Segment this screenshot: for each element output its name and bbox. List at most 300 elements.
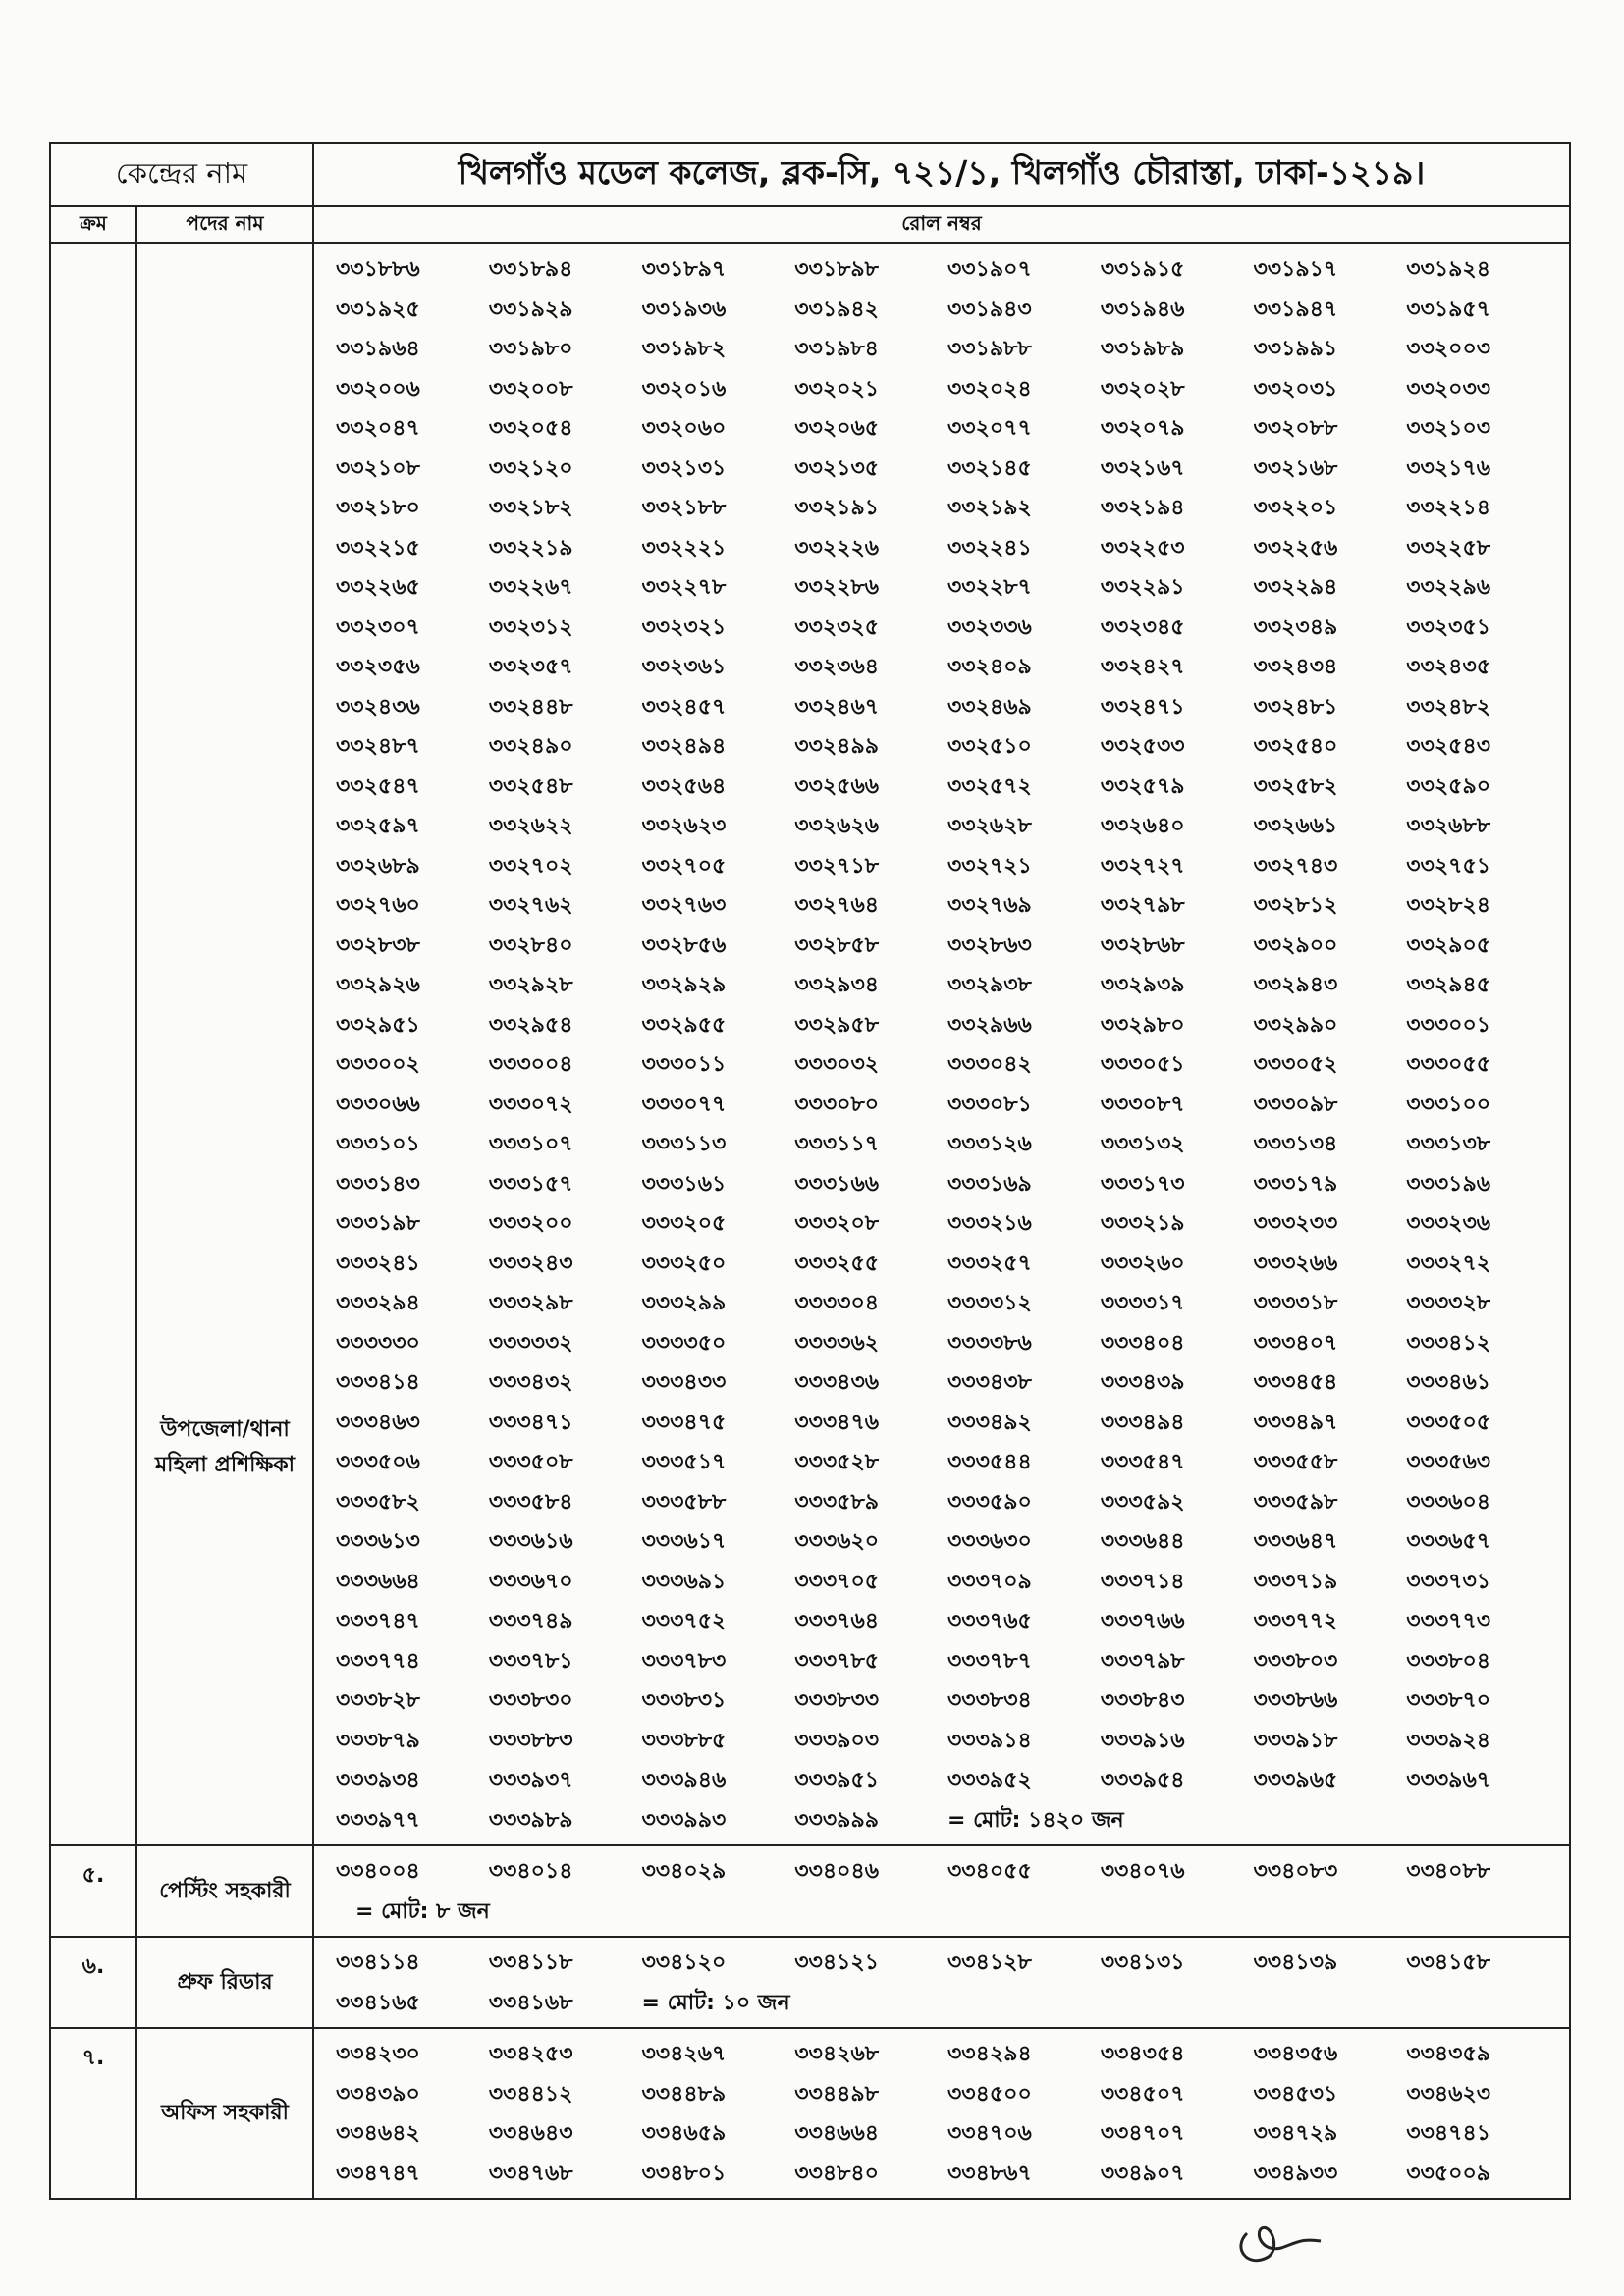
roll-number: ৩৩৪৭৬৮ bbox=[488, 2161, 573, 2186]
roll-number: ৩৩৩০৫২ bbox=[1253, 1052, 1338, 1077]
roll-number: ৩৩১৮৯৪ bbox=[488, 257, 573, 282]
section-row bbox=[50, 243, 1570, 1845]
roll-number: ৩৩১৯৮২ bbox=[641, 337, 727, 361]
roll-number: ৩৩২১৩৫ bbox=[794, 455, 880, 481]
roll-number: ৩৩২৫৪৩ bbox=[1406, 734, 1491, 759]
roll-number: ৩৩১৯৩৬ bbox=[641, 296, 727, 322]
roll-number: ৩৩১৯১৫ bbox=[1100, 257, 1185, 282]
section-post-name bbox=[136, 243, 313, 1845]
roll-number: ৩৩২৬৮৮ bbox=[1406, 814, 1491, 838]
roll-number: ৩৩৩৯৯৯ bbox=[794, 1807, 879, 1833]
roll-number: ৩৩৩৫৮২ bbox=[336, 1489, 420, 1515]
roll-number: ৩৩৩৩৬২ bbox=[794, 1330, 880, 1356]
roll-number: ৩৩৪২৬৭ bbox=[641, 2042, 727, 2066]
roll-number: ৩৩২৭৪৩ bbox=[1253, 853, 1338, 879]
roll-number: ৩৩৩৩৩২ bbox=[488, 1330, 573, 1356]
roll-number: ৩৩২৪৬৯ bbox=[947, 694, 1032, 720]
section-row bbox=[50, 1937, 1570, 2028]
roll-number: ৩৩৪১৩৯ bbox=[1253, 1950, 1338, 1975]
center-label: কেন্দ্রের নাম bbox=[50, 143, 313, 206]
roll-number: ৩৩২৫৯০ bbox=[1406, 774, 1491, 799]
roll-number: ৩৩৩৯৫২ bbox=[947, 1768, 1032, 1792]
roll-number: ৩৩৪৪১২ bbox=[488, 2081, 573, 2107]
roll-number: ৩৩৩৪৩৬ bbox=[794, 1370, 880, 1395]
roll-number: ৩৩৩১০৭ bbox=[488, 1132, 573, 1156]
roll-number: ৩৩৩৪০৭ bbox=[1253, 1330, 1338, 1356]
roll-number: ৩৩২৯৫১ bbox=[336, 1012, 420, 1038]
roll-number: ৩৩৩৪৭১ bbox=[488, 1410, 573, 1435]
roll-number: ৩৩২৪৩৫ bbox=[1406, 655, 1491, 679]
roll-number: ৩৩১৯৪৩ bbox=[947, 296, 1032, 322]
roll-number: ৩৩১৮৯৭ bbox=[641, 257, 727, 282]
roll-number: ৩৩৩০৪২ bbox=[947, 1052, 1032, 1077]
roll-number: ৩৩৫০০৯ bbox=[1406, 2161, 1491, 2186]
roll-number: ৩৩৩৪৩৮ bbox=[947, 1370, 1032, 1395]
roll-number: ৩৩৩৬৪৪ bbox=[1100, 1529, 1185, 1554]
roll-number: ৩৩৩৫৯২ bbox=[1100, 1489, 1185, 1515]
roll-number: ৩৩৩৫৯০ bbox=[947, 1489, 1032, 1515]
roll-number: ৩৩৩৫৪৭ bbox=[1100, 1450, 1185, 1474]
roll-number: ৩৩৩০৮৭ bbox=[1100, 1092, 1185, 1117]
roll-number: ৩৩২৪৩৬ bbox=[336, 694, 420, 720]
roll-number: ৩৩৩৩১২ bbox=[947, 1291, 1032, 1315]
roll-number: ৩৩৪৬৪৩ bbox=[488, 2121, 573, 2146]
roll-number: ৩৩২১২০ bbox=[488, 455, 573, 481]
roll-number: ৩৩২৪৩৪ bbox=[1253, 655, 1338, 679]
roll-number: ৩৩৩৫২৮ bbox=[794, 1450, 880, 1474]
roll-number: ৩৩৩৮০৪ bbox=[1406, 1648, 1491, 1674]
roll-number: ৩৩২২১৫ bbox=[336, 535, 420, 561]
roll-number: ৩৩২০৮৮ bbox=[1253, 416, 1338, 441]
roll-number: ৩৩৪০০৪ bbox=[336, 1859, 420, 1884]
section-post-name bbox=[136, 1845, 313, 1937]
roll-number: ৩৩৩১৪৩ bbox=[336, 1171, 420, 1197]
section-row bbox=[50, 2028, 1570, 2199]
roll-number: ৩৩৩৮৪৩ bbox=[1100, 1688, 1185, 1713]
roll-number: ৩৩৩৮৬৬ bbox=[1253, 1688, 1338, 1713]
roll-number: ৩৩১৮৮৬ bbox=[336, 257, 420, 282]
roll-number: ৩৩২৮৪০ bbox=[488, 933, 573, 958]
roll-number: ৩৩৩৫৬৩ bbox=[1406, 1450, 1491, 1474]
roll-number: ৩৩৪৬৪২ bbox=[336, 2121, 420, 2146]
roll-number: ৩৩৪৫০০ bbox=[947, 2081, 1032, 2107]
roll-number: ৩৩৩৩৩০ bbox=[336, 1330, 420, 1356]
roll-number: ৩৩২৪৯৯ bbox=[794, 734, 879, 759]
section-serial: ৭. bbox=[50, 2028, 136, 2199]
roll-number: ৩৩৪২৩০ bbox=[336, 2042, 420, 2066]
roll-number: ৩৩২৫৭৯ bbox=[1100, 774, 1185, 799]
roll-number: ৩৩৩১৯৬ bbox=[1406, 1171, 1491, 1197]
section-total: = মোট: ৮ জন bbox=[355, 1898, 490, 1924]
roll-number: ৩৩২৪৪৮ bbox=[488, 694, 573, 720]
roll-number: ৩৩৩৬৪৭ bbox=[1253, 1529, 1338, 1554]
roll-number: ৩৩৩৭৪৭ bbox=[336, 1609, 420, 1633]
roll-number: ৩৩৩৭০৯ bbox=[947, 1569, 1032, 1594]
roll-number: ৩৩২৭০৫ bbox=[641, 853, 727, 879]
roll-number: ৩৩৩২৯৯ bbox=[641, 1291, 727, 1315]
roll-number: ৩৩২৬৪০ bbox=[1100, 814, 1185, 838]
roll-number: ৩৩৩২০৮ bbox=[794, 1211, 880, 1236]
section-rolls bbox=[313, 2028, 1570, 2199]
roll-number: ৩৩৩৯৫১ bbox=[794, 1768, 879, 1792]
roll-number: ৩৩২৬২৩ bbox=[641, 814, 727, 838]
post-name-line: মহিলা প্রশিক্ষিকা bbox=[154, 1453, 296, 1477]
roll-number: ৩৩২০৩৩ bbox=[1406, 376, 1491, 401]
roll-number: ৩৩৩৯৭৭ bbox=[336, 1807, 420, 1833]
roll-number: ৩৩৪৮০১ bbox=[641, 2161, 727, 2186]
column-header-row bbox=[50, 206, 1570, 243]
roll-number: ৩৩৩৬০৪ bbox=[1406, 1489, 1491, 1515]
roll-number: ৩৩৩১৩২ bbox=[1100, 1132, 1185, 1156]
roll-number: ৩৩৩৭৬৪ bbox=[794, 1609, 880, 1633]
roll-number: ৩৩২০০৬ bbox=[336, 376, 420, 401]
roll-number: ৩৩৩১২৬ bbox=[947, 1132, 1032, 1156]
roll-number: ৩৩৪৩৫৪ bbox=[1100, 2042, 1185, 2066]
roll-number: ৩৩৩৮৭৯ bbox=[336, 1728, 420, 1753]
roll-number: ৩৩৩৫৮৪ bbox=[488, 1489, 573, 1515]
roll-number: ৩৩৩৭০৫ bbox=[794, 1569, 880, 1594]
roll-number: ৩৩৩৪৬১ bbox=[1406, 1370, 1491, 1395]
roll-number: ৩৩৩০০৪ bbox=[488, 1052, 573, 1077]
roll-column-header: রোল নম্বর bbox=[313, 206, 1570, 243]
roll-number: ৩৩২৫৯৭ bbox=[336, 814, 420, 838]
roll-number: ৩৩৪৬৫৯ bbox=[641, 2121, 727, 2146]
roll-number: ৩৩৪৯৩৩ bbox=[1253, 2161, 1338, 2186]
roll-number: ৩৩২৬৮৯ bbox=[336, 853, 420, 879]
roll-number: ৩৩২৮১২ bbox=[1253, 893, 1338, 918]
roll-number: ৩৩৩০০১ bbox=[1406, 1012, 1491, 1038]
roll-number: ৩৩৩৪৯২ bbox=[947, 1410, 1032, 1435]
roll-number: ৩৩২৯৩৪ bbox=[794, 973, 880, 997]
roll-number: ৩৩২৭১৮ bbox=[794, 853, 880, 879]
roll-number: ৩৩২০১৬ bbox=[641, 376, 727, 401]
roll-number: ৩৩৩৮৭০ bbox=[1406, 1688, 1491, 1713]
roll-number: ৩৩৩৯২৪ bbox=[1406, 1728, 1491, 1753]
roll-number: ৩৩৩৪৬৩ bbox=[336, 1410, 420, 1435]
post-name-line: প্রুফ রিডার bbox=[177, 1969, 273, 1995]
roll-number: ৩৩২৯৩৮ bbox=[947, 973, 1032, 997]
roll-number: ৩৩২৩৫৬ bbox=[336, 655, 420, 679]
roll-number: ৩৩৩৯১৮ bbox=[1253, 1728, 1338, 1753]
section-serial: ৫. bbox=[50, 1845, 136, 1937]
roll-number: ৩৩২৪৮১ bbox=[1253, 694, 1338, 720]
roll-number: ৩৩২৭৬২ bbox=[488, 893, 573, 918]
roll-number: ৩৩২৯২৬ bbox=[336, 973, 420, 997]
roll-number: ৩৩৩৮৮৫ bbox=[641, 1728, 727, 1753]
roll-number: ৩৩৩১৩৪ bbox=[1253, 1132, 1338, 1156]
roll-number: ৩৩৩২৬০ bbox=[1100, 1251, 1185, 1276]
roll-number: ৩৩২৭২৭ bbox=[1100, 853, 1185, 879]
roll-number: ৩৩২০২১ bbox=[794, 376, 880, 401]
roll-number: ৩৩২২৯১ bbox=[1100, 575, 1185, 600]
roll-number: ৩৩৪১৬৫ bbox=[336, 1990, 420, 2015]
roll-number: ৩৩৪০১৪ bbox=[488, 1859, 573, 1884]
roll-number: ৩৩৩০৮১ bbox=[947, 1092, 1032, 1117]
roll-number: ৩৩৪১৩১ bbox=[1100, 1950, 1185, 1975]
roll-number: ৩৩৩৮৮৩ bbox=[488, 1728, 573, 1753]
roll-number: ৩৩৩৯০৩ bbox=[794, 1728, 880, 1753]
roll-number: ৩৩২০২৪ bbox=[947, 376, 1032, 401]
roll-number: ৩৩৩৫৫৮ bbox=[1253, 1450, 1338, 1474]
roll-number: ৩৩৩২৫৫ bbox=[794, 1251, 880, 1276]
roll-number: ৩৩৪৩৯০ bbox=[336, 2081, 420, 2107]
roll-number: ৩৩২১৮২ bbox=[488, 496, 573, 520]
roll-number: ৩৩৩৬৭০ bbox=[488, 1569, 573, 1594]
roll-number: ৩৩২০৫৪ bbox=[488, 416, 573, 441]
roll-number: ৩৩১৯৮৮ bbox=[947, 337, 1032, 361]
roll-number: ৩৩৩৪৯৭ bbox=[1253, 1410, 1338, 1435]
roll-number: ৩৩১৯৪৬ bbox=[1100, 296, 1185, 322]
roll-number: ৩৩২২৯৪ bbox=[1253, 575, 1338, 600]
roll-number: ৩৩৩৫১৭ bbox=[641, 1450, 727, 1474]
roll-number: ৩৩৩৭১৯ bbox=[1253, 1569, 1338, 1594]
roll-number: ৩৩২২১৪ bbox=[1406, 496, 1491, 520]
roll-number: ৩৩২২৫৬ bbox=[1253, 535, 1338, 561]
roll-number: ৩৩২৮৬৩ bbox=[947, 933, 1032, 958]
post-name-line: পেস্টিং সহকারী bbox=[159, 1878, 291, 1903]
roll-number: ৩৩২৭৯৮ bbox=[1100, 893, 1185, 918]
roll-number: ৩৩৩০৩২ bbox=[794, 1052, 880, 1077]
roll-number: ৩৩২৭২১ bbox=[947, 853, 1032, 879]
roll-number: ৩৩২৭৬০ bbox=[336, 893, 420, 918]
roll-number: ৩৩৩৭৫২ bbox=[641, 1609, 727, 1633]
roll-number: ৩৩৪১৫৮ bbox=[1406, 1950, 1490, 1975]
roll-number: ৩৩৪০৪৬ bbox=[794, 1859, 880, 1884]
roll-number: ৩৩২০০৩ bbox=[1406, 337, 1491, 361]
roll-number: ৩৩৩৭৯৮ bbox=[1100, 1648, 1185, 1674]
roll-number: ৩৩৩১৩৮ bbox=[1406, 1132, 1491, 1156]
roll-number: ৩৩১৯৮০ bbox=[488, 337, 573, 361]
roll-number: ৩৩২২০১ bbox=[1253, 496, 1338, 520]
roll-number: ৩৩৩৯৫৪ bbox=[1100, 1768, 1185, 1792]
roll-number: ৩৩৪২৯৪ bbox=[947, 2042, 1032, 2066]
roll-number: ৩৩৪৩৫৯ bbox=[1406, 2042, 1490, 2066]
roll-number: ৩৩২৩১২ bbox=[488, 614, 573, 640]
roll-number: ৩৩২৯৩৯ bbox=[1100, 973, 1185, 997]
section-post-name bbox=[136, 2028, 313, 2199]
section-total: = মোট: ১৪২০ জন bbox=[947, 1807, 1124, 1833]
roll-number: ৩৩২২৫৮ bbox=[1406, 535, 1491, 561]
roll-number: ৩৩২৯৬৬ bbox=[947, 1012, 1032, 1038]
roll-number: ৩৩২৪৮৭ bbox=[336, 734, 420, 759]
roll-number: ৩৩২৯৯০ bbox=[1253, 1012, 1338, 1038]
roll-number: ৩৩৩০১১ bbox=[641, 1052, 727, 1077]
roll-number: ৩৩৩৭৭৪ bbox=[336, 1648, 420, 1674]
roll-number: ৩৩২০০৮ bbox=[488, 376, 573, 401]
roll-number: ৩৩৪৫০৭ bbox=[1100, 2081, 1185, 2107]
roll-number: ৩৩৩১৬৬ bbox=[794, 1171, 880, 1197]
roll-number: ৩৩৩৭৩১ bbox=[1406, 1569, 1491, 1594]
roll-number: ৩৩২৯৫৮ bbox=[794, 1012, 879, 1038]
roll-number: ৩৩৩৭৭২ bbox=[1253, 1609, 1338, 1633]
roll-number: ৩৩২৩৪৯ bbox=[1253, 614, 1338, 640]
roll-number: ৩৩৪১২৮ bbox=[947, 1950, 1032, 1975]
roll-number: ৩৩৩৯৮৯ bbox=[488, 1807, 573, 1833]
roll-number: ৩৩২৫৪৭ bbox=[336, 774, 420, 799]
roll-number: ৩৩১৯১৭ bbox=[1253, 257, 1338, 282]
roll-number: ৩৩৩২১৬ bbox=[947, 1211, 1032, 1236]
roll-number: ৩৩২২৮৬ bbox=[794, 575, 880, 600]
roll-number: ৩৩২৪২৭ bbox=[1100, 655, 1185, 679]
section-total: = মোট: ১০ জন bbox=[641, 1990, 790, 2015]
post-name-line: উপজেলা/থানা bbox=[160, 1417, 290, 1442]
roll-number: ৩৩৪৮৬৭ bbox=[947, 2161, 1032, 2186]
roll-list-sheet bbox=[49, 142, 1569, 2200]
roll-number: ৩৩৩৩৮৬ bbox=[947, 1330, 1032, 1356]
section-row bbox=[50, 1845, 1570, 1937]
roll-number: ৩৩৩৫৯৮ bbox=[1253, 1489, 1338, 1515]
roll-number: ৩৩২৮৫৮ bbox=[794, 933, 879, 958]
roll-number: ৩৩৩৬৫৭ bbox=[1406, 1529, 1491, 1554]
roll-number: ৩৩৩০৭২ bbox=[488, 1092, 573, 1117]
roll-number: ৩৩৩১১৩ bbox=[641, 1132, 727, 1156]
roll-number: ৩৩৩৮৩৩ bbox=[794, 1688, 880, 1713]
roll-number: ৩৩৩৬৯১ bbox=[641, 1569, 727, 1594]
roll-number: ৩৩২৪০৯ bbox=[947, 655, 1032, 679]
roll-number: ৩৩৩১৭৯ bbox=[1253, 1171, 1338, 1197]
roll-number: ৩৩২৬২৬ bbox=[794, 814, 880, 838]
roll-number: ৩৩২২২১ bbox=[641, 535, 727, 561]
roll-number: ৩৩২৯০৫ bbox=[1406, 933, 1491, 958]
roll-number: ৩৩২৩০৭ bbox=[336, 614, 420, 640]
roll-number: ৩৩৩১৬১ bbox=[641, 1171, 727, 1197]
roll-number: ৩৩৩৭৮১ bbox=[488, 1648, 573, 1674]
roll-number: ৩৩২৯৫৪ bbox=[488, 1012, 573, 1038]
roll-number: ৩৩২৭৬৯ bbox=[947, 893, 1032, 918]
roll-number: ৩৩৩৯৩৭ bbox=[488, 1768, 573, 1792]
roll-grid bbox=[314, 1846, 1569, 1936]
post-name-line: অফিস সহকারী bbox=[161, 2101, 289, 2125]
roll-number: ৩৩১৯২৪ bbox=[1406, 257, 1490, 282]
roll-number: ৩৩২৫৪০ bbox=[1253, 734, 1338, 759]
roll-number: ৩৩৩৯৪৬ bbox=[641, 1768, 727, 1792]
roll-number: ৩৩২৭৬৪ bbox=[794, 893, 880, 918]
roll-number: ৩৩২০৬৫ bbox=[794, 416, 880, 441]
roll-number: ৩৩৩৩২৮ bbox=[1406, 1291, 1491, 1315]
roll-number: ৩৩২৯৫৫ bbox=[641, 1012, 727, 1038]
roll-number: ৩৩৩২১৯ bbox=[1100, 1211, 1185, 1236]
roll-number: ৩৩৪১২১ bbox=[794, 1950, 879, 1975]
center-header-row bbox=[50, 143, 1570, 206]
roll-number: ৩৩২৬২৮ bbox=[947, 814, 1032, 838]
roll-number: ৩৩৪৬৬৪ bbox=[794, 2121, 880, 2146]
roll-number: ৩৩৩৯৬৫ bbox=[1253, 1768, 1338, 1792]
roll-number: ৩৩৩১১৭ bbox=[794, 1132, 880, 1156]
roll-number: ৩৩২৪৫৭ bbox=[641, 694, 727, 720]
roll-number: ৩৩১৯৯১ bbox=[1253, 337, 1338, 361]
roll-grid bbox=[314, 1938, 1569, 2027]
roll-number: ৩৩২১৩১ bbox=[641, 455, 727, 481]
roll-number: ৩৩২৯৮০ bbox=[1100, 1012, 1185, 1038]
roll-number: ৩৩৩৩১৭ bbox=[1100, 1291, 1185, 1315]
roll-number: ৩৩৪০৮৮ bbox=[1406, 1859, 1490, 1884]
roll-number: ৩৩১৯০৭ bbox=[947, 257, 1032, 282]
roll-number: ৩৩৩২৩৩ bbox=[1253, 1211, 1338, 1236]
roll-number: ৩৩২৪৯৪ bbox=[641, 734, 727, 759]
roll-number: ৩৩৩৯৬৭ bbox=[1406, 1768, 1491, 1792]
roll-number: ৩৩২০২৮ bbox=[1100, 376, 1185, 401]
roll-number: ৩৩২১০৩ bbox=[1406, 416, 1491, 441]
roll-number: ৩৩৩৬১৭ bbox=[641, 1529, 727, 1554]
roll-number: ৩৩২৩৬১ bbox=[641, 655, 727, 679]
roll-number: ৩৩৩৩১৮ bbox=[1253, 1291, 1338, 1315]
roll-number: ৩৩২৮৫৬ bbox=[641, 933, 727, 958]
roll-number: ৩৩২২৫৩ bbox=[1100, 535, 1185, 561]
roll-number: ৩৩৪০৭৬ bbox=[1100, 1859, 1185, 1884]
roll-number: ৩৩২১৯১ bbox=[794, 496, 879, 520]
roll-number: ৩৩২১৮০ bbox=[336, 496, 420, 520]
roll-number: ৩৩৪০২৯ bbox=[641, 1859, 727, 1884]
roll-number: ৩৩৪৬২৩ bbox=[1406, 2081, 1491, 2107]
roll-number: ৩৩২০৭৯ bbox=[1100, 416, 1185, 441]
roll-number: ৩৩৪৪৮৯ bbox=[641, 2081, 727, 2107]
roll-number: ৩৩৩১০০ bbox=[1406, 1092, 1491, 1117]
roll-number: ৩৩৪১৬৮ bbox=[488, 1990, 573, 2015]
roll-number: ৩৩৩৩০৪ bbox=[794, 1291, 880, 1315]
roll-number: ৩৩৩৭৮৫ bbox=[794, 1648, 880, 1674]
roll-number: ৩৩২২৪১ bbox=[947, 535, 1032, 561]
roll-number: ৩৩৩৮৩৪ bbox=[947, 1688, 1032, 1713]
roll-number: ৩৩১৯৫৭ bbox=[1406, 296, 1490, 322]
roll-number: ৩৩৪৩৫৬ bbox=[1253, 2042, 1338, 2066]
roll-number: ৩৩৩৪৭৫ bbox=[641, 1410, 727, 1435]
roll-number: ৩৩৪৭৪১ bbox=[1406, 2121, 1490, 2146]
roll-number: ৩৩৩৯৯৩ bbox=[641, 1807, 727, 1833]
roll-number: ৩৩৩৪৩২ bbox=[488, 1370, 573, 1395]
roll-number: ৩৩৩৭৪৯ bbox=[488, 1609, 573, 1633]
roll-number: ৩৩৩২৪১ bbox=[336, 1251, 420, 1276]
roll-number: ৩৩৩১৯৮ bbox=[336, 1211, 420, 1236]
section-rolls bbox=[313, 1937, 1570, 2028]
roll-number: ৩৩৩৫০৮ bbox=[488, 1450, 573, 1474]
roll-number: ৩৩৩৪৯৪ bbox=[1100, 1410, 1185, 1435]
roll-number: ৩৩১৯৪২ bbox=[794, 296, 879, 322]
roll-number: ৩৩৪৭২৯ bbox=[1253, 2121, 1338, 2146]
roll-number: ৩৩৩১৫৭ bbox=[488, 1171, 573, 1197]
sections-body bbox=[50, 243, 1570, 2199]
roll-number: ৩৩১৯২৫ bbox=[336, 296, 420, 322]
roll-number: ৩৩৩০০২ bbox=[336, 1052, 420, 1077]
roll-number: ৩৩২২২৬ bbox=[794, 535, 880, 561]
roll-number: ৩৩৩৭৬৬ bbox=[1100, 1609, 1185, 1633]
roll-number: ৩৩৩২৬৬ bbox=[1253, 1251, 1338, 1276]
roll-number: ৩৩৩৭৮৭ bbox=[947, 1648, 1032, 1674]
section-rolls bbox=[313, 243, 1570, 1845]
roll-number: ৩৩২৪৯০ bbox=[488, 734, 573, 759]
roll-number: ৩৩২৯২৯ bbox=[641, 973, 727, 997]
roll-number: ৩৩৩২৯৪ bbox=[336, 1291, 420, 1315]
center-name: খিলগাঁও মডেল কলেজ, ব্লক-সি, ৭২১/১, খিলগাঁও চৌরাস্তা, ঢাকা-১২১৯। bbox=[313, 143, 1570, 206]
section-rolls bbox=[313, 1845, 1570, 1937]
roll-number: ৩৩৪০৮৩ bbox=[1253, 1859, 1338, 1884]
roll-number: ৩৩১৮৯৮ bbox=[794, 257, 879, 282]
roll-number: ৩৩৩২৩৬ bbox=[1406, 1211, 1491, 1236]
roll-number: ৩৩২৯০০ bbox=[1253, 933, 1338, 958]
roll-number: ৩৩৩২৫৭ bbox=[947, 1251, 1032, 1276]
roll-number: ৩৩৩৮৩০ bbox=[488, 1688, 573, 1713]
roll-number: ৩৩৩৫০৬ bbox=[336, 1450, 420, 1474]
roll-number: ৩৩২৫৬৪ bbox=[641, 774, 727, 799]
roll-number: ৩৩৩২৯৮ bbox=[488, 1291, 573, 1315]
roll-grid bbox=[314, 244, 1569, 1844]
roll-number: ৩৩৩৯১৪ bbox=[947, 1728, 1032, 1753]
roll-number: ৩৩২৩৪৫ bbox=[1100, 614, 1185, 640]
roll-number: ৩৩১৯৪৭ bbox=[1253, 296, 1338, 322]
roll-number: ৩৩২৫৭২ bbox=[947, 774, 1032, 799]
roll-number: ৩৩৪১১৮ bbox=[488, 1950, 573, 1975]
roll-number: ৩৩২২৭৮ bbox=[641, 575, 727, 600]
post-column-header: পদের নাম bbox=[136, 206, 313, 243]
